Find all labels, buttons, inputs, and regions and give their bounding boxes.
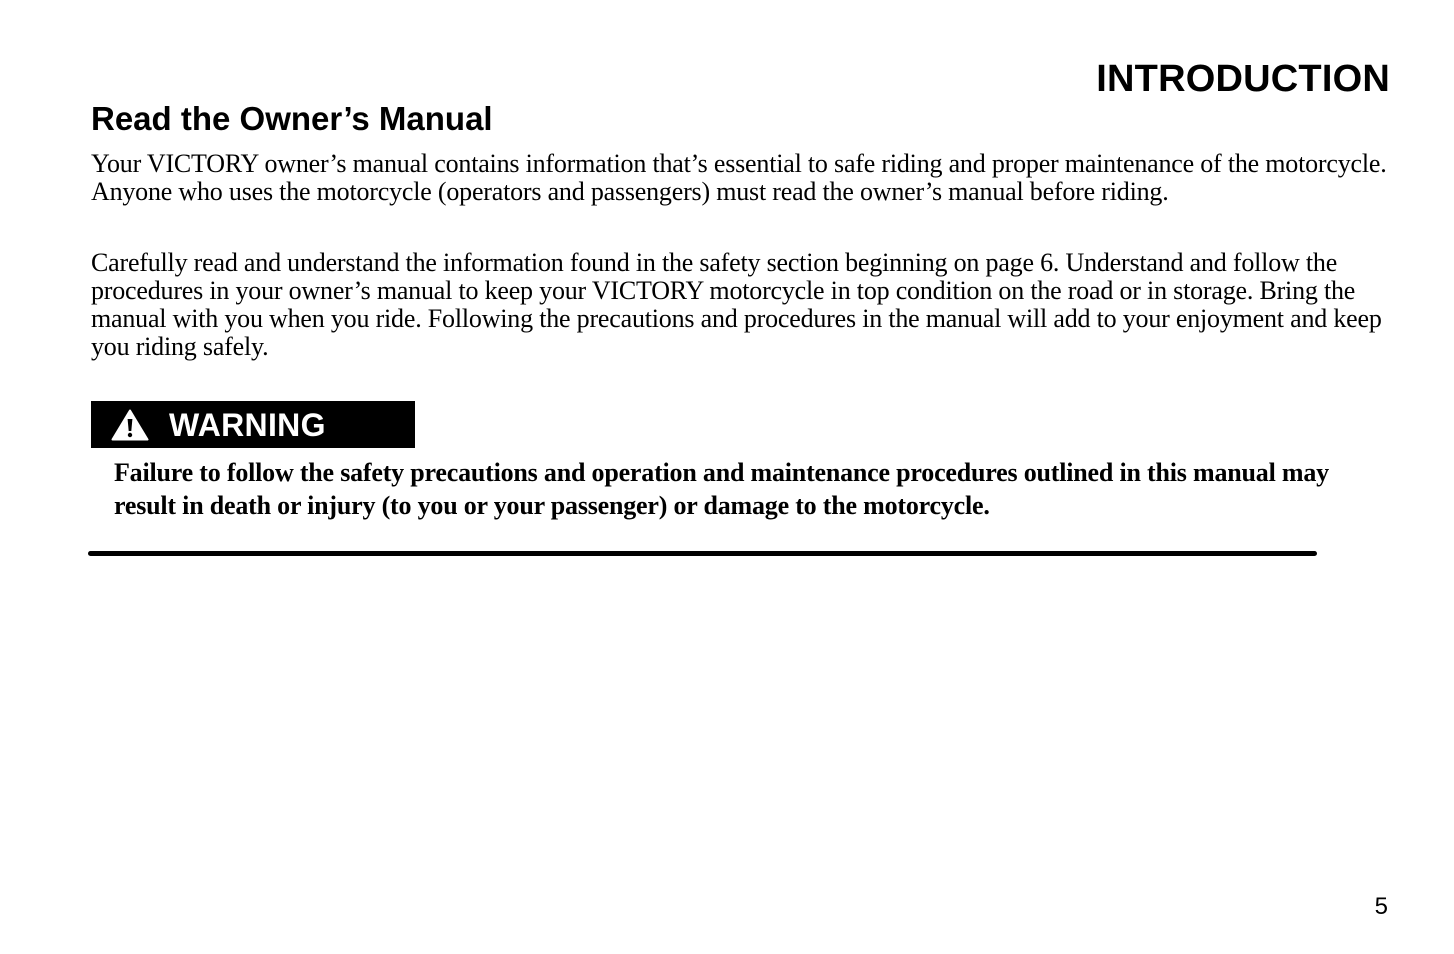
intro-paragraph-2: Carefully read and understand the information found in the safety section beginning on page 6. Understand and follow the procedures in your owner’s manual to keep your VICTORY motorcycle in top condition on the road or in storage. Bring the manual with you when you ride. Following the precautions and procedures in the manual will add to your enjoyment and keep you riding safely. — [91, 248, 1382, 361]
warning-label: WARNING — [169, 406, 326, 443]
section-heading: Read the Owner’s Manual — [91, 100, 493, 137]
warning-triangle-icon — [111, 409, 149, 441]
warning-text: Failure to follow the safety precautions and operation and maintenance procedures outlined in this manual may result in death or injury (to you or your passenger) or damage to the motorcycle. — [114, 458, 1329, 520]
page-number: 5 — [1374, 893, 1388, 920]
intro-paragraph-1: Your VICTORY owner’s manual contains information that’s essential to safe riding and proper maintenance of the motorcycle. Anyone who uses the motorcycle (operators and passengers) must read the owner’s manual before riding. — [91, 149, 1387, 206]
warning-divider — [88, 551, 1317, 556]
chapter-title: INTRODUCTION — [1096, 58, 1390, 100]
warning-banner — [91, 401, 415, 448]
